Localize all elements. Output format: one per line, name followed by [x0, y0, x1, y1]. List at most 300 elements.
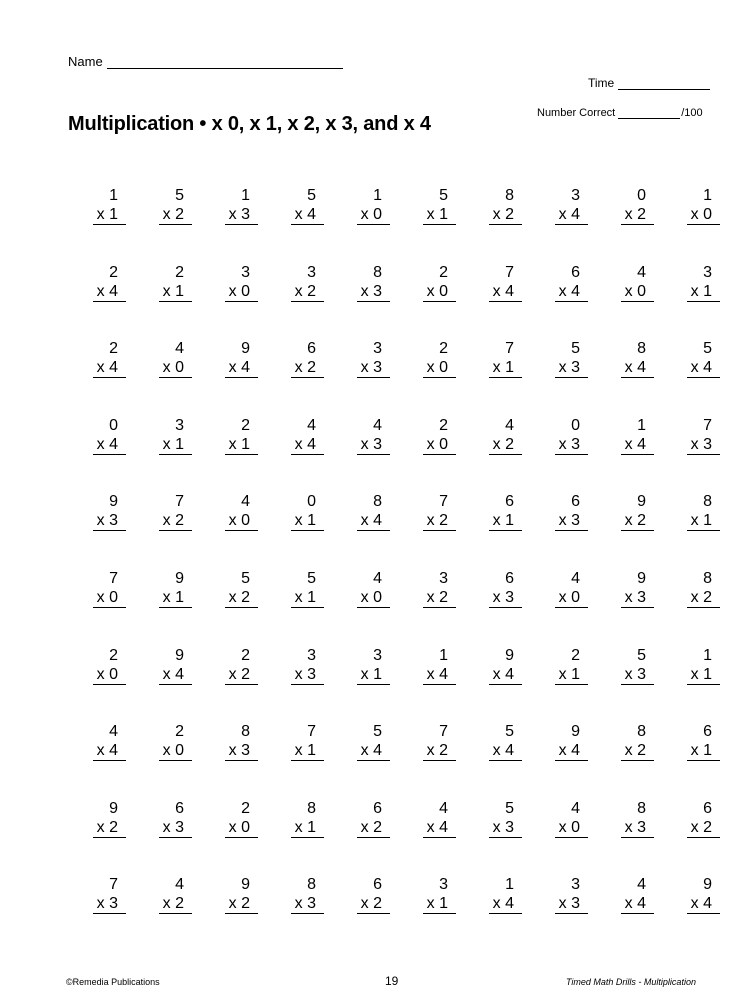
name-label: Name [68, 54, 103, 69]
problem-row [60, 799, 720, 876]
multiplicand: 5 [505, 723, 514, 741]
multiplier: x 4 [555, 282, 588, 302]
multiplicand: 4 [637, 876, 646, 894]
multiplier: x 1 [159, 588, 192, 608]
multiplicand: 0 [571, 416, 580, 434]
multiplier: x 2 [687, 818, 720, 838]
problem [654, 339, 720, 416]
multiplier: x 0 [555, 588, 588, 608]
multiplier: x 2 [621, 741, 654, 761]
multiplicand: 9 [175, 646, 184, 664]
problem [390, 799, 456, 876]
problem [60, 339, 126, 416]
multiplier: x 4 [159, 665, 192, 685]
multiplier: x 0 [555, 818, 588, 838]
multiplier: x 0 [159, 741, 192, 761]
multiplicand: 5 [307, 569, 316, 587]
multiplicand: 7 [109, 876, 118, 894]
problem [522, 416, 588, 493]
multiplier: x 3 [225, 741, 258, 761]
multiplicand: 9 [241, 340, 250, 358]
problem [588, 799, 654, 876]
problem [654, 263, 720, 340]
multiplier: x 3 [93, 511, 126, 531]
multiplicand: 4 [307, 416, 316, 434]
problem [258, 722, 324, 799]
multiplicand: 4 [109, 723, 118, 741]
multiplier: x 4 [357, 741, 390, 761]
problem [522, 646, 588, 723]
problem [522, 875, 588, 952]
multiplier: x 0 [357, 205, 390, 225]
problem [60, 569, 126, 646]
multiplier: x 1 [357, 665, 390, 685]
problem [456, 646, 522, 723]
problem [126, 186, 192, 263]
problem [192, 799, 258, 876]
multiplicand: 3 [307, 646, 316, 664]
multiplicand: 4 [175, 876, 184, 894]
problem [588, 263, 654, 340]
problem [60, 646, 126, 723]
multiplier: x 2 [621, 511, 654, 531]
multiplier: x 2 [621, 205, 654, 225]
multiplicand: 1 [637, 416, 646, 434]
multiplier: x 3 [291, 665, 324, 685]
multiplier: x 0 [225, 818, 258, 838]
multiplicand: 9 [637, 493, 646, 511]
multiplier: x 3 [357, 282, 390, 302]
problem [522, 492, 588, 569]
multiplier: x 1 [159, 435, 192, 455]
multiplier: x 0 [93, 665, 126, 685]
book-title: Timed Math Drills - Multiplication [566, 977, 696, 987]
problem [324, 799, 390, 876]
multiplier: x 3 [93, 894, 126, 914]
multiplicand: 3 [703, 263, 712, 281]
multiplier: x 2 [291, 358, 324, 378]
problem [192, 186, 258, 263]
problem [324, 722, 390, 799]
problem [192, 492, 258, 569]
multiplier: x 3 [621, 588, 654, 608]
problem [192, 569, 258, 646]
problem [126, 339, 192, 416]
multiplier: x 4 [225, 358, 258, 378]
multiplier: x 2 [291, 282, 324, 302]
multiplicand: 6 [571, 493, 580, 511]
problem-row [60, 875, 720, 952]
problem [192, 263, 258, 340]
multiplicand: 9 [703, 876, 712, 894]
problem [522, 263, 588, 340]
multiplier: x 1 [291, 588, 324, 608]
problem [522, 569, 588, 646]
multiplicand: 6 [307, 340, 316, 358]
multiplier: x 3 [489, 818, 522, 838]
problem [126, 263, 192, 340]
problem [390, 722, 456, 799]
problem [258, 263, 324, 340]
multiplier: x 4 [423, 665, 456, 685]
problem [324, 569, 390, 646]
problem [654, 875, 720, 952]
multiplier: x 2 [423, 741, 456, 761]
multiplicand: 6 [703, 723, 712, 741]
problem [456, 722, 522, 799]
problem-row [60, 339, 720, 416]
problem [192, 416, 258, 493]
multiplier: x 1 [291, 741, 324, 761]
multiplier: x 4 [687, 894, 720, 914]
multiplier: x 3 [687, 435, 720, 455]
problem [588, 186, 654, 263]
multiplicand: 5 [175, 187, 184, 204]
multiplicand: 3 [439, 876, 448, 894]
multiplier: x 0 [687, 205, 720, 225]
multiplier: x 0 [159, 358, 192, 378]
multiplicand: 5 [307, 187, 316, 204]
problem-row [60, 263, 720, 340]
multiplicand: 6 [373, 799, 382, 817]
multiplier: x 2 [489, 205, 522, 225]
multiplier: x 3 [291, 894, 324, 914]
multiplicand: 8 [703, 569, 712, 587]
multiplier: x 4 [423, 818, 456, 838]
problem-row [60, 722, 720, 799]
problem [324, 416, 390, 493]
multiplier: x 2 [423, 511, 456, 531]
multiplier: x 0 [423, 358, 456, 378]
multiplicand: 2 [241, 646, 250, 664]
multiplier: x 4 [489, 741, 522, 761]
multiplier: x 1 [687, 511, 720, 531]
multiplicand: 8 [637, 799, 646, 817]
multiplier: x 1 [159, 282, 192, 302]
number-correct-blank[interactable] [618, 106, 680, 119]
problem [456, 263, 522, 340]
multiplier: x 0 [423, 435, 456, 455]
problem-row [60, 492, 720, 569]
multiplier: x 1 [93, 205, 126, 225]
multiplier: x 1 [291, 818, 324, 838]
time-blank[interactable] [618, 76, 710, 90]
problem [654, 646, 720, 723]
problem [60, 875, 126, 952]
problem-row [60, 416, 720, 493]
problem [192, 875, 258, 952]
multiplicand: 0 [637, 187, 646, 204]
problem [126, 799, 192, 876]
problem [258, 799, 324, 876]
problem [588, 875, 654, 952]
problem [456, 569, 522, 646]
multiplicand: 6 [571, 263, 580, 281]
multiplicand: 8 [307, 799, 316, 817]
multiplier: x 0 [423, 282, 456, 302]
multiplier: x 3 [555, 358, 588, 378]
time-label: Time [588, 76, 615, 90]
multiplicand: 4 [439, 799, 448, 817]
multiplier: x 0 [621, 282, 654, 302]
problem [522, 799, 588, 876]
multiplier: x 2 [357, 818, 390, 838]
multiplicand: 3 [439, 569, 448, 587]
multiplicand: 4 [505, 416, 514, 434]
problem [390, 875, 456, 952]
problem [60, 722, 126, 799]
multiplicand: 3 [175, 416, 184, 434]
multiplier: x 4 [291, 205, 324, 225]
multiplicand: 1 [505, 876, 514, 894]
multiplicand: 8 [505, 187, 514, 204]
problem [456, 799, 522, 876]
page-title: Multiplication • x 0, x 1, x 2, x 3, and x 4 [68, 113, 431, 135]
multiplier: x 1 [555, 665, 588, 685]
problem-row [60, 569, 720, 646]
multiplicand: 8 [637, 723, 646, 741]
multiplier: x 1 [687, 282, 720, 302]
multiplicand: 2 [571, 646, 580, 664]
problem [126, 646, 192, 723]
multiplicand: 0 [307, 493, 316, 511]
multiplicand: 9 [109, 493, 118, 511]
multiplier: x 2 [159, 894, 192, 914]
multiplier: x 2 [225, 665, 258, 685]
multiplier: x 4 [621, 894, 654, 914]
multiplicand: 8 [703, 493, 712, 511]
multiplicand: 8 [373, 493, 382, 511]
problem [390, 339, 456, 416]
problem [258, 646, 324, 723]
multiplicand: 7 [307, 723, 316, 741]
multiplicand: 1 [373, 187, 382, 204]
problem [324, 875, 390, 952]
multiplicand: 1 [703, 187, 712, 204]
multiplicand: 7 [703, 416, 712, 434]
publisher-credit: ©Remedia Publications [66, 977, 160, 987]
name-blank[interactable] [107, 54, 343, 69]
multiplicand: 9 [505, 646, 514, 664]
problem [456, 416, 522, 493]
number-correct-row [537, 106, 703, 119]
problem [390, 263, 456, 340]
problem [654, 799, 720, 876]
problem [588, 722, 654, 799]
multiplier: x 4 [93, 741, 126, 761]
multiplier: x 1 [489, 358, 522, 378]
problem [654, 569, 720, 646]
problem-row [60, 646, 720, 723]
multiplier: x 4 [489, 665, 522, 685]
multiplier: x 4 [621, 435, 654, 455]
multiplicand: 8 [241, 723, 250, 741]
multiplier: x 3 [357, 435, 390, 455]
problem [126, 416, 192, 493]
problem [654, 416, 720, 493]
problem [522, 339, 588, 416]
multiplier: x 4 [357, 511, 390, 531]
multiplier: x 1 [687, 665, 720, 685]
multiplier: x 2 [687, 588, 720, 608]
multiplicand: 2 [241, 799, 250, 817]
problem [522, 186, 588, 263]
problem [654, 492, 720, 569]
multiplicand: 2 [109, 263, 118, 281]
multiplicand: 5 [637, 646, 646, 664]
multiplier: x 0 [225, 282, 258, 302]
multiplier: x 4 [621, 358, 654, 378]
problem [258, 186, 324, 263]
multiplier: x 4 [93, 358, 126, 378]
multiplicand: 6 [505, 569, 514, 587]
multiplier: x 1 [423, 894, 456, 914]
time-field-row [588, 76, 710, 90]
multiplier: x 2 [357, 894, 390, 914]
problem [192, 722, 258, 799]
multiplicand: 1 [241, 187, 250, 204]
multiplicand: 9 [571, 723, 580, 741]
problem [390, 416, 456, 493]
problem [456, 492, 522, 569]
number-correct-total: /100 [681, 107, 703, 119]
multiplicand: 2 [109, 340, 118, 358]
multiplier: x 4 [93, 282, 126, 302]
problem [390, 646, 456, 723]
problem [258, 875, 324, 952]
multiplicand: 9 [109, 799, 118, 817]
multiplicand: 1 [703, 646, 712, 664]
page-number: 19 [385, 974, 399, 988]
multiplicand: 2 [439, 416, 448, 434]
multiplicand: 7 [439, 493, 448, 511]
problem [588, 569, 654, 646]
problem [588, 416, 654, 493]
problem [192, 339, 258, 416]
multiplicand: 7 [109, 569, 118, 587]
problem [588, 646, 654, 723]
multiplier: x 3 [489, 588, 522, 608]
problem [258, 339, 324, 416]
multiplier: x 3 [159, 818, 192, 838]
problem [654, 186, 720, 263]
multiplicand: 3 [307, 263, 316, 281]
problem [126, 569, 192, 646]
multiplicand: 3 [571, 187, 580, 204]
multiplier: x 0 [93, 588, 126, 608]
multiplicand: 6 [175, 799, 184, 817]
multiplier: x 1 [291, 511, 324, 531]
problem [654, 722, 720, 799]
problem [60, 416, 126, 493]
problem [258, 416, 324, 493]
multiplicand: 6 [373, 876, 382, 894]
problem [60, 492, 126, 569]
multiplicand: 4 [571, 569, 580, 587]
problem [324, 263, 390, 340]
multiplicand: 8 [307, 876, 316, 894]
multiplicand: 7 [505, 340, 514, 358]
problem [522, 722, 588, 799]
multiplicand: 3 [373, 340, 382, 358]
problem-grid [60, 186, 720, 952]
multiplier: x 2 [159, 511, 192, 531]
problem [324, 186, 390, 263]
multiplicand: 9 [241, 876, 250, 894]
multiplicand: 8 [637, 340, 646, 358]
problem [60, 799, 126, 876]
multiplicand: 2 [109, 646, 118, 664]
problem [456, 339, 522, 416]
multiplier: x 2 [225, 588, 258, 608]
multiplier: x 0 [225, 511, 258, 531]
multiplier: x 4 [489, 894, 522, 914]
problem [456, 186, 522, 263]
problem [390, 569, 456, 646]
name-field-row [68, 54, 343, 69]
multiplicand: 4 [373, 569, 382, 587]
problem [390, 492, 456, 569]
multiplicand: 7 [175, 493, 184, 511]
multiplier: x 4 [555, 741, 588, 761]
multiplicand: 5 [241, 569, 250, 587]
multiplicand: 5 [373, 723, 382, 741]
multiplicand: 9 [637, 569, 646, 587]
multiplicand: 7 [439, 723, 448, 741]
multiplicand: 2 [241, 416, 250, 434]
multiplier: x 3 [555, 435, 588, 455]
multiplier: x 4 [291, 435, 324, 455]
multiplicand: 5 [571, 340, 580, 358]
multiplicand: 4 [637, 263, 646, 281]
problem [126, 875, 192, 952]
multiplicand: 3 [571, 876, 580, 894]
multiplicand: 9 [175, 569, 184, 587]
problem [456, 875, 522, 952]
multiplier: x 3 [621, 818, 654, 838]
multiplicand: 7 [505, 263, 514, 281]
multiplicand: 2 [439, 263, 448, 281]
problem [324, 646, 390, 723]
multiplier: x 4 [93, 435, 126, 455]
multiplicand: 5 [703, 340, 712, 358]
multiplier: x 2 [93, 818, 126, 838]
problem [258, 569, 324, 646]
multiplicand: 5 [439, 187, 448, 204]
multiplier: x 3 [555, 511, 588, 531]
multiplicand: 1 [439, 646, 448, 664]
problem [60, 186, 126, 263]
problem [126, 722, 192, 799]
multiplier: x 4 [687, 358, 720, 378]
multiplier: x 1 [225, 435, 258, 455]
multiplicand: 4 [373, 416, 382, 434]
multiplier: x 3 [621, 665, 654, 685]
problem [588, 339, 654, 416]
multiplier: x 3 [555, 894, 588, 914]
multiplier: x 4 [489, 282, 522, 302]
multiplier: x 1 [489, 511, 522, 531]
multiplicand: 4 [241, 493, 250, 511]
multiplicand: 3 [373, 646, 382, 664]
multiplicand: 8 [373, 263, 382, 281]
multiplier: x 2 [489, 435, 522, 455]
multiplicand: 4 [571, 799, 580, 817]
problem [588, 492, 654, 569]
multiplicand: 5 [505, 799, 514, 817]
problem [192, 646, 258, 723]
multiplier: x 4 [555, 205, 588, 225]
